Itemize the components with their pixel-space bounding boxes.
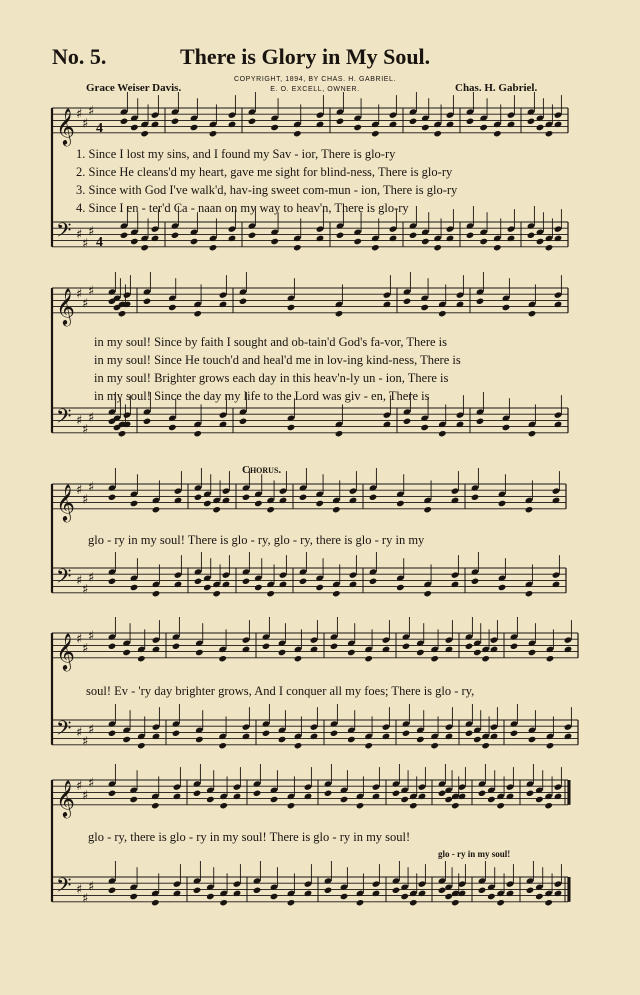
bass-note-notehead	[151, 899, 160, 906]
treble-note-notehead	[193, 790, 202, 797]
bass-note-notehead	[108, 887, 117, 894]
bass-note-notehead	[172, 730, 181, 737]
key-signature-bass: ♯	[88, 722, 95, 738]
key-signature-bass: ♯	[82, 582, 89, 598]
treble-note-notehead	[294, 655, 303, 662]
bass-note-notehead	[535, 893, 544, 900]
bass-note-notehead	[340, 893, 349, 900]
treble-note-notehead	[347, 649, 356, 656]
bass-note-notehead	[364, 742, 373, 749]
treble-note-notehead	[528, 649, 537, 656]
verse-3-line-2: in my soul! Brighter grows each day in this heav'n-ly un - ion, There is	[94, 371, 449, 385]
treble-note-notehead	[526, 790, 535, 797]
author-credit: Grace Weiser Davis.	[86, 82, 182, 94]
treble-clef: 𝄞	[56, 778, 75, 817]
key-signature-treble: ♯	[76, 107, 83, 123]
treble-clef: 𝄞	[56, 482, 75, 521]
treble-note-notehead	[502, 304, 511, 311]
bass-note-notehead	[140, 244, 149, 251]
treble-note-notehead	[130, 500, 139, 507]
key-signature-treble: ♯	[88, 104, 95, 120]
treble-note-notehead	[545, 130, 554, 137]
bass-note-notehead	[335, 430, 344, 437]
bass-note-notehead	[536, 238, 545, 245]
chorus-line-3: glo - ry, there is glo - ry in my soul! There is glo - ry in my soul!	[88, 830, 411, 844]
bass-note-notehead	[239, 418, 248, 425]
bass-note-notehead	[270, 238, 279, 245]
treble-note-notehead	[496, 802, 505, 809]
treble-note-notehead	[402, 643, 411, 650]
treble-note-notehead	[423, 506, 432, 513]
treble-note-notehead	[438, 790, 447, 797]
bass-note-notehead	[137, 742, 146, 749]
bass-note-notehead	[473, 736, 482, 743]
bass-note-notehead	[152, 590, 161, 597]
treble-note-notehead	[171, 118, 180, 125]
treble-note-notehead	[528, 310, 537, 317]
treble-note-notehead	[324, 790, 333, 797]
treble-note-notehead	[493, 130, 502, 137]
treble-note-notehead	[340, 796, 349, 803]
treble-note-notehead	[254, 500, 263, 507]
treble-note-notehead	[193, 310, 202, 317]
bass-note-notehead	[242, 578, 251, 585]
treble-note-notehead	[369, 494, 378, 501]
bass-note-notehead	[545, 244, 554, 251]
chorus-line-1: glo - ry in my soul! There is glo - ry, glo - ry, there is glo - ry in my	[88, 533, 425, 547]
bass-note-notehead	[108, 730, 117, 737]
treble-note-notehead	[420, 304, 429, 311]
bass-note-notehead	[476, 418, 485, 425]
treble-note-notehead	[143, 298, 152, 305]
treble-note-notehead	[371, 130, 380, 137]
bass-clef: 𝄢	[56, 404, 72, 433]
bass-note-notehead	[332, 590, 341, 597]
treble-note-notehead	[546, 655, 555, 662]
treble-note-notehead	[194, 494, 203, 501]
treble-note-notehead	[151, 802, 160, 809]
treble-note-notehead	[122, 649, 131, 656]
bass-note-notehead	[400, 893, 409, 900]
treble-note-notehead	[535, 796, 544, 803]
treble-note-notehead	[527, 118, 536, 125]
verse-1-line-2: in my soul! Since by faith I sought and ob-tain'd God's fa-vor, There is	[94, 335, 448, 349]
treble-note-notehead	[510, 643, 519, 650]
bass-note-notehead	[353, 238, 362, 245]
treble-note-notehead	[403, 298, 412, 305]
treble-note-notehead	[481, 655, 490, 662]
treble-note-notehead	[172, 643, 181, 650]
echo-text: glo - ry in my soul!	[438, 849, 511, 859]
treble-note-notehead	[209, 130, 218, 137]
key-signature-bass: ♯	[82, 734, 89, 750]
treble-note-notehead	[270, 124, 279, 131]
bass-note-notehead	[403, 418, 412, 425]
treble-note-notehead	[536, 124, 545, 131]
treble-note-notehead	[262, 643, 271, 650]
key-signature-treble: ♯	[76, 632, 83, 648]
bass-note-notehead	[190, 238, 199, 245]
bass-note-notehead	[171, 232, 180, 239]
treble-note-notehead	[190, 124, 199, 131]
treble-note-notehead	[242, 494, 251, 501]
treble-note-notehead	[152, 506, 161, 513]
treble-note-notehead	[168, 304, 177, 311]
time-signature: 4	[96, 234, 103, 250]
verse-3-line-1: 3. Since with God I've walk'd, hav-ing sweet com-mun - ion, There is glo-ry	[76, 183, 458, 197]
bass-note-notehead	[262, 730, 271, 737]
bass-note-notehead	[209, 244, 218, 251]
bass-note-notehead	[420, 424, 429, 431]
bass-note-notehead	[254, 584, 263, 591]
bass-note-notehead	[218, 742, 227, 749]
bass-note-notehead	[438, 887, 447, 894]
copyright-line-1: COPYRIGHT, 1894, BY CHAS. H. GABRIEL.	[233, 76, 397, 83]
bass-note-notehead	[118, 430, 127, 437]
treble-note-notehead	[396, 500, 405, 507]
treble-note-notehead	[219, 802, 228, 809]
treble-note-notehead	[239, 298, 248, 305]
treble-note-notehead	[335, 310, 344, 317]
bass-note-notehead	[546, 742, 555, 749]
bass-note-notehead	[544, 899, 553, 906]
bass-note-notehead	[193, 430, 202, 437]
key-signature-bass: ♯	[82, 891, 89, 907]
treble-note-notehead	[108, 494, 117, 501]
treble-note-notehead	[438, 310, 447, 317]
bass-clef: 𝄢	[56, 218, 72, 247]
bass-note-notehead	[266, 590, 275, 597]
treble-note-notehead	[218, 655, 227, 662]
treble-note-notehead	[203, 500, 212, 507]
key-signature-treble: ♯	[88, 480, 95, 496]
key-signature-treble: ♯	[88, 284, 95, 300]
treble-note-notehead	[120, 118, 129, 125]
verse-4-line-1: 4. Since I en - ter'd Ca - naan on my way to heav'n, There is glo-ry	[76, 201, 409, 215]
treble-note-notehead	[476, 298, 485, 305]
bass-note-notehead	[409, 232, 418, 239]
bass-note-notehead	[430, 742, 439, 749]
time-signature: 4	[96, 120, 103, 136]
bass-note-notehead	[498, 584, 507, 591]
bass-note-notehead	[493, 244, 502, 251]
key-signature-treble: ♯	[82, 492, 89, 508]
key-signature-bass: ♯	[88, 410, 95, 426]
bass-note-notehead	[438, 430, 447, 437]
treble-note-notehead	[130, 124, 139, 131]
bass-note-notehead	[502, 424, 511, 431]
bass-note-notehead	[120, 232, 129, 239]
bass-note-notehead	[479, 238, 488, 245]
bass-note-notehead	[423, 590, 432, 597]
treble-note-notehead	[195, 649, 204, 656]
chorus-line-2: soul! Ev - 'ry day brighter grows, And I conquer all my foes; There is glo - ry,	[86, 684, 475, 698]
bass-note-notehead	[409, 899, 418, 906]
treble-note-notehead	[108, 790, 117, 797]
treble-note-notehead	[466, 118, 475, 125]
bass-note-notehead	[433, 244, 442, 251]
treble-note-notehead	[299, 494, 308, 501]
treble-note-notehead	[478, 790, 487, 797]
bass-note-notehead	[330, 730, 339, 737]
bass-note-notehead	[347, 736, 356, 743]
treble-note-notehead	[400, 796, 409, 803]
treble-note-notehead	[487, 796, 496, 803]
treble-note-notehead	[409, 802, 418, 809]
key-signature-treble: ♯	[82, 788, 89, 804]
treble-note-notehead	[473, 649, 482, 656]
treble-note-notehead	[253, 790, 262, 797]
copyright-line-2: E. O. EXCELL, OWNER.	[270, 86, 360, 93]
bass-note-notehead	[356, 899, 365, 906]
key-signature-treble: ♯	[88, 629, 95, 645]
key-signature-treble: ♯	[82, 296, 89, 312]
bass-note-notehead	[168, 424, 177, 431]
treble-note-notehead	[364, 655, 373, 662]
key-signature-bass: ♯	[76, 227, 83, 243]
bass-note-notehead	[371, 244, 380, 251]
treble-note-notehead	[353, 124, 362, 131]
treble-note-notehead	[212, 506, 221, 513]
bass-note-notehead	[130, 584, 139, 591]
bass-note-notehead	[416, 736, 425, 743]
bass-note-notehead	[444, 893, 453, 900]
treble-note-notehead	[421, 124, 430, 131]
bass-note-notehead	[481, 742, 490, 749]
bass-note-notehead	[496, 899, 505, 906]
bass-note-notehead	[451, 899, 460, 906]
bass-note-notehead	[206, 893, 215, 900]
treble-note-notehead	[416, 649, 425, 656]
treble-note-notehead	[451, 802, 460, 809]
treble-note-notehead	[137, 655, 146, 662]
treble-note-notehead	[336, 118, 345, 125]
bass-note-notehead	[527, 232, 536, 239]
treble-note-notehead	[248, 118, 257, 125]
key-signature-treble: ♯	[76, 483, 83, 499]
treble-note-notehead	[332, 506, 341, 513]
treble-note-notehead	[525, 506, 534, 513]
bass-note-notehead	[212, 590, 221, 597]
bass-note-notehead	[396, 584, 405, 591]
treble-note-notehead	[287, 304, 296, 311]
key-signature-bass: ♯	[76, 725, 83, 741]
key-signature-bass: ♯	[88, 224, 95, 240]
bass-note-notehead	[324, 887, 333, 894]
treble-note-notehead	[444, 796, 453, 803]
key-signature-treble: ♯	[88, 776, 95, 792]
bass-note-notehead	[248, 232, 257, 239]
key-signature-bass: ♯	[88, 879, 95, 895]
treble-note-notehead	[129, 796, 138, 803]
verse-2-line-1: 2. Since He cleans'd my heart, gave me sight for blind-ness, There is glo-ry	[76, 165, 453, 179]
treble-note-notehead	[140, 130, 149, 137]
treble-note-notehead	[293, 130, 302, 137]
bass-note-notehead	[203, 584, 212, 591]
bass-note-notehead	[293, 244, 302, 251]
verse-2-line-2: in my soul! Since He touch'd and heal'd me in lov-ing kind-ness, There is	[94, 353, 461, 367]
bass-note-notehead	[130, 238, 139, 245]
bass-note-notehead	[369, 578, 378, 585]
treble-note-notehead	[471, 494, 480, 501]
key-signature-treble: ♯	[82, 116, 89, 132]
treble-note-notehead	[266, 506, 275, 513]
composer-credit: Chas. H. Gabriel.	[455, 82, 538, 94]
treble-note-notehead	[433, 130, 442, 137]
chorus-label: Chorus.	[242, 464, 282, 476]
key-signature-bass: ♯	[76, 882, 83, 898]
key-signature-treble: ♯	[82, 641, 89, 657]
treble-note-notehead	[392, 790, 401, 797]
bass-note-notehead	[402, 730, 411, 737]
treble-note-notehead	[479, 124, 488, 131]
bass-note-notehead	[465, 730, 474, 737]
key-signature-bass: ♯	[82, 422, 89, 438]
verse-1-line-1: 1. Since I lost my sins, and I found my Sav - ior, There is glo-ry	[76, 147, 396, 161]
bass-note-notehead	[299, 578, 308, 585]
bass-note-notehead	[278, 736, 287, 743]
bass-note-notehead	[315, 584, 324, 591]
bass-note-notehead	[270, 893, 279, 900]
key-signature-treble: ♯	[76, 287, 83, 303]
key-signature-treble: ♯	[76, 779, 83, 795]
bass-note-notehead	[392, 887, 401, 894]
treble-note-notehead	[465, 643, 474, 650]
bass-note-notehead	[219, 899, 228, 906]
treble-note-notehead	[315, 500, 324, 507]
bass-note-notehead	[253, 887, 262, 894]
treble-note-notehead	[356, 802, 365, 809]
treble-clef: 𝄞	[56, 286, 75, 325]
bass-note-notehead	[294, 742, 303, 749]
bass-note-notehead	[143, 418, 152, 425]
hymn-title: There is Glory in My Soul.	[180, 44, 431, 69]
bass-note-notehead	[487, 893, 496, 900]
treble-note-notehead	[409, 118, 418, 125]
bass-note-notehead	[525, 590, 534, 597]
bass-note-notehead	[478, 887, 487, 894]
treble-note-notehead	[430, 655, 439, 662]
treble-note-notehead	[118, 310, 127, 317]
bass-note-notehead	[421, 238, 430, 245]
bass-clef: 𝄢	[56, 716, 72, 745]
bass-clef: 𝄢	[56, 873, 72, 902]
bass-note-notehead	[129, 893, 138, 900]
bass-note-notehead	[193, 887, 202, 894]
bass-note-notehead	[466, 232, 475, 239]
bass-note-notehead	[108, 578, 117, 585]
treble-note-notehead	[287, 802, 296, 809]
bass-clef: 𝄢	[56, 564, 72, 593]
bass-note-notehead	[195, 736, 204, 743]
verse-4-line-2: in my soul! Since the day my life to the Lord was giv - en, There is	[94, 389, 430, 403]
key-signature-bass: ♯	[82, 236, 89, 252]
treble-note-notehead	[278, 649, 287, 656]
treble-note-notehead	[498, 500, 507, 507]
bass-note-notehead	[528, 430, 537, 437]
treble-clef: 𝄞	[56, 631, 75, 670]
bass-note-notehead	[336, 232, 345, 239]
key-signature-bass: ♯	[76, 573, 83, 589]
bass-note-notehead	[510, 730, 519, 737]
treble-note-notehead	[206, 796, 215, 803]
treble-note-notehead	[108, 643, 117, 650]
bass-note-notehead	[287, 899, 296, 906]
bass-note-notehead	[122, 736, 131, 743]
treble-note-notehead	[330, 643, 339, 650]
bass-note-notehead	[194, 578, 203, 585]
bass-note-notehead	[526, 887, 535, 894]
key-signature-bass: ♯	[76, 413, 83, 429]
bass-note-notehead	[528, 736, 537, 743]
bass-note-notehead	[471, 578, 480, 585]
treble-clef: 𝄞	[56, 106, 75, 145]
treble-note-notehead	[544, 802, 553, 809]
key-signature-bass: ♯	[88, 570, 95, 586]
bass-note-notehead	[287, 424, 296, 431]
treble-note-notehead	[270, 796, 279, 803]
hymn-number: No. 5.	[52, 44, 107, 69]
